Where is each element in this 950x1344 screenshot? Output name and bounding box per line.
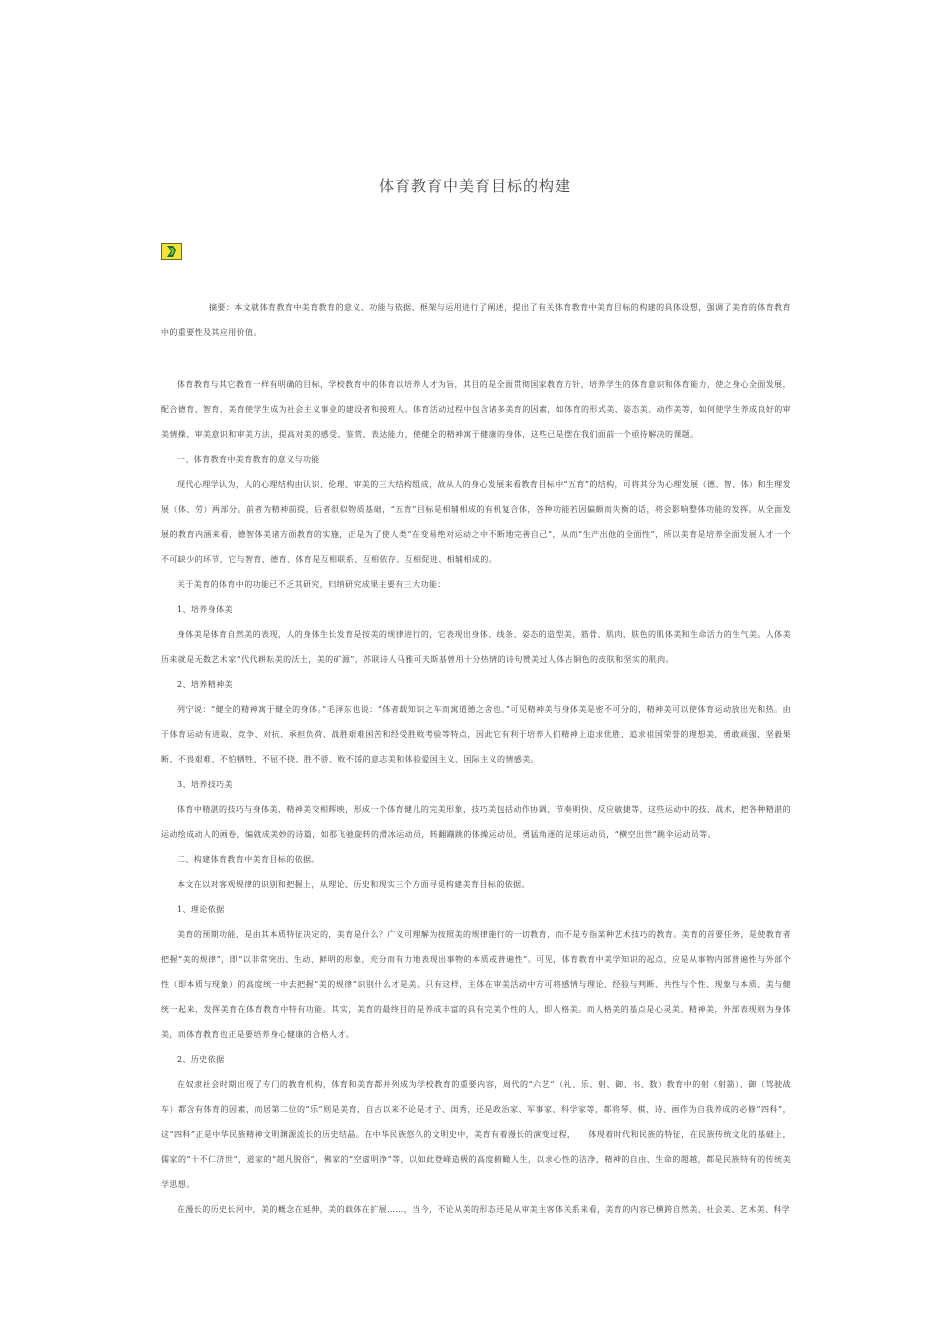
body-paragraph: 在漫长的历史长河中，美的概念在延伸，美的载体在扩展……，当今，不论从美的形态还是从审美主客体关系来看，美育的内容已横跨自然美、社会美、艺术美、科学 xyxy=(177,1205,791,1214)
body-paragraph: 体育教育与其它教育一样有明确的目标，学校教育中的体育以培养人才为旨，其目的是全面贯彻国家教育方针，培养学生的体育意识和体育能力，使之身心全面发展，配合德育、智育、美育使学生成为社会主义事业的建设者和接班人。体育活动过程中包含诸多美育的因素，如体育的形式美、姿态美、动作美等，如何使学生养成良好的审美情操、审美意识和审美方法，提高对美的感受、鉴赏、表达能力，使健全的精神寓于健康的身体，这些已是摆在我们面前一个亟待解决的课题。 xyxy=(161,380,791,439)
body-paragraph: 体育中精湛的技巧与身体美、精神美交相辉映，形成一个体育健儿的完美形象，技巧美包括动作协调、节奏明快、反应敏捷等，这些运动中的技、战术，把各种精湛的运动绘成动人的画卷，编就成美妙的诗篇，如那飞驰旋转的滑冰运动员，转翻蹦跳的体操运动员，勇猛角逐的足球运动员，“横空出世”跳伞运动员等。 xyxy=(161,805,791,839)
body-paragraph: 美育的预期功能，是由其本质特征决定的，美育是什么？广义可理解为按照美的规律施行的一切教育，而不是专指某种艺术技巧的教育。美育的首要任务，是使教育者把握“美的规律”，即“以非常突出、生动、鲜明的形象，充分而有力地表现出事物的本质或普遍性”。可见，体育教育中美学知识的起点，应是从事物内部普遍性与外部个性（即本质与现象）的高度统一中去把握“美的规律”识别什么才是美。只有这样，主体在审美活动中方可将感情与理论、经验与判断、共性与个性、现象与本质、美与健统一起来，发挥美育在体育教育中特有功能。其实，美育的最终目的是养成丰富的具有完美个性的人，即人格美。而人格美的基点是心灵美、精神美，外部表现则为身体美，而体育教育也正是要培养身心健康的合格人才。 xyxy=(161,930,791,1039)
section-heading: 一、体育教育中美育教育的意义与功能 xyxy=(177,455,320,464)
document-body xyxy=(161,295,791,1222)
subsection-heading: 2、历史依据 xyxy=(177,1055,225,1064)
document-icon[interactable] xyxy=(161,243,182,260)
body-paragraph: 现代心理学认为，人的心理结构由认识、伦理、审美的三大结构组成，故从人的身心发展来看教育目标中“五育”的结构，可将其分为心理发展（德、智、体）和生理发展（体、劳）两部分。前者为精神前提，后者很似物质基础，“五育”目标是相辅相成的有机复合体，各种功能若因偏颇而失衡的话，将会影响整体功能的发挥。从全面发展的教育内涵来看，德智体美诸方面教育的实施，正是为了使人类“在变易绝对运动之中不断地完善自己”，从而“生产出他的全面性”，所以美育是培养全面发展人才一个不可缺少的环节，它与智育、德育、体育是互相联系、互相依存、互相促进、相辅相成的。 xyxy=(161,480,791,564)
subsection-heading: 3、培养技巧美 xyxy=(177,780,233,789)
document-title: 体育教育中美育目标的构建 xyxy=(378,177,571,195)
abstract-paragraph: 摘要：本文就体育教育中美育教育的意义、功能与依据、框架与运用进行了阐述，提出了有关体育教育中美育目标的构建的具体设想，强调了美育的体育教育中的重要性及其应用价值。 xyxy=(161,303,791,337)
body-paragraph: 关于美育的体育中的功能已不乏其研究，归纳研究成果主要有三大功能： xyxy=(177,580,446,589)
section-heading: 二、构建体育教育中美育目标的依据。 xyxy=(177,855,320,864)
subsection-heading: 2、培养精神美 xyxy=(177,680,233,689)
subsection-heading: 1、培养身体美 xyxy=(177,605,233,614)
body-paragraph: 本文在以对客观规律的识别和把握上，从理论、历史和现实三个方面寻觅构建美育目标的依据。 xyxy=(177,880,530,889)
subsection-heading: 1、理论依据 xyxy=(177,905,225,914)
body-paragraph: 列宁说：“健全的精神寓于健全的身体。”毛泽东也说：“体者载知识之车而寓道德之舍也。”可见精神美与身体美是密不可分的，精神美可以使体育运动放出光和热。由于体育运动有进取、竞争、对抗、承担负荷、战胜艰难困苦和经受胜败考验等特点，因此它有利于培养人们精神上追求优胜、追求祖国荣誉的理想美，勇敢顽强、坚毅果断、不畏艰难、不怕牺牲、不屈不挠、胜不骄、败不馁的意志美和体验爱国主义、国际主义的情感美。 xyxy=(161,705,791,764)
body-paragraph: 身体美是体育自然美的表现，人的身体生长发育是按美的规律进行的，它表现出身体、线条、姿态的造型美，筋骨、肌肉、肤色的肌体美和生命活力的生气美。人体美历来就是无数艺术家“代代耕耘美的沃土，美的矿源”，苏联诗人马雅可夫斯基曾用十分热情的诗句赞美过人体古铜色的皮肤和坚实的肌肉。 xyxy=(161,630,791,664)
body-paragraph: 在奴隶社会时期出现了专门的教育机构，体育和美育都并列成为学校教育的重要内容，周代的“六艺”（礼、乐、射、御、书、数）教育中的射（射箭）、御（驾驶战车）都含有体育的因素，而居第二位的“乐”则是美育，自古以来不论是才子、闺秀，还是政治家、军事家、科学家等，都将琴、棋、诗、画作为自我养成的必修“四科”，这“四科”正是中华民族精神文明渊源流长的历史结晶。在中华民族悠久的文明史中，美育有着漫长的演变过程， 体现着时代和民族的特征，在民族传统文化的基础上，儒家的“十不仁济世”，道家的“超凡脱俗”，佛家的“空虚明净”等，以如此登峰造极的高度俯瞰人生，以求心性的洁净，精神的自由、生命的超越，都是民族特有的传统美学思想。 xyxy=(161,1080,791,1189)
